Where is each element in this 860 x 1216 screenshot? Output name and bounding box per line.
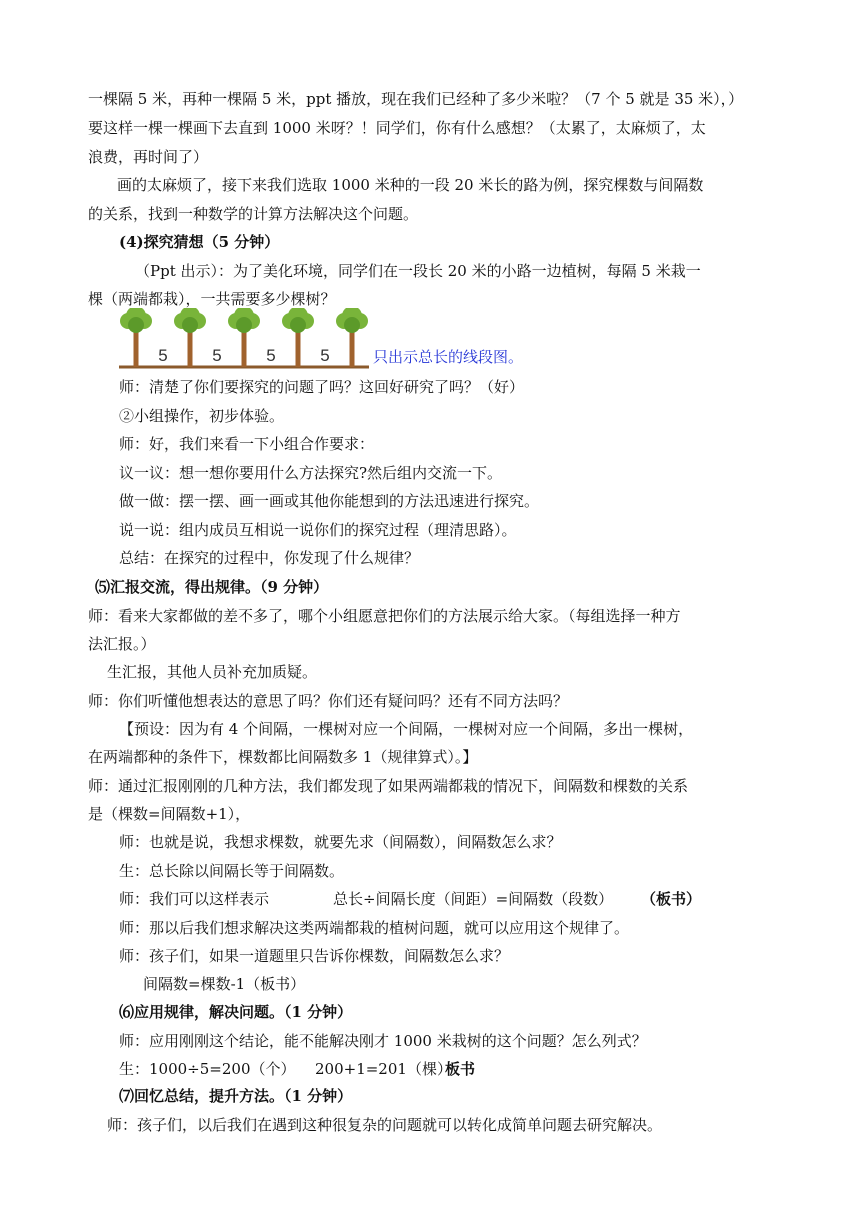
- tree-trunk: [242, 328, 247, 367]
- tree-icon: [228, 308, 260, 367]
- paragraph-line: 是（棵数=间隔数+1），: [88, 805, 251, 823]
- tree-icon: [174, 308, 206, 367]
- paragraph-line: 生汇报，其他人员补充加质疑。: [107, 663, 318, 681]
- tree-foliage: [236, 317, 252, 333]
- tree-foliage: [290, 317, 306, 333]
- paragraph-line: 师：你们听懂他想表达的意思了吗？你们还有疑问吗？还有不同方法吗？: [88, 692, 569, 710]
- paragraph-line: 法汇报。）: [88, 635, 156, 653]
- interval-label: 5: [158, 346, 168, 365]
- tree-trunk: [188, 328, 193, 367]
- tree-icon: [336, 308, 368, 367]
- section-heading: ⑹应用规律，解决问题。（1 分钟）: [119, 1003, 353, 1021]
- tree-foliage: [128, 317, 144, 333]
- section-heading: ⑸汇报交流，得出规律。（9 分钟）: [95, 578, 329, 596]
- paragraph-line: 生：总长除以间隔长等于间隔数。: [119, 862, 345, 880]
- trees-group: [120, 308, 368, 367]
- paragraph-line: 师：孩子们，如果一道题里只告诉你棵数，间隔数怎么求？: [119, 947, 510, 965]
- paragraph-line: 师：也就是说，我想求棵数，就要先求（间隔数），间隔数怎么求？: [119, 833, 562, 851]
- paragraph-line: 师：通过汇报刚刚的几种方法，我们都发现了如果两端都栽的情况下，间隔数和棵数的关系: [88, 777, 689, 795]
- paragraph-line: 总结：在探究的过程中，你发现了什么规律？: [119, 549, 420, 567]
- paragraph-line: 师：我们可以这样表示: [119, 890, 270, 908]
- board-note: （板书）: [641, 890, 702, 908]
- paragraph-line: 要这样一棵一棵画下去直到 1000 米呀？！同学们，你有什么感想？（太累了，太麻烦了，太: [88, 119, 706, 137]
- interval-label: 5: [212, 346, 222, 365]
- formula-text: 200+1=201（棵）: [315, 1060, 452, 1078]
- paragraph-line: 的关系，找到一种数学的计算方法解决这个问题。: [88, 205, 419, 223]
- paragraph-line: 画的太麻烦了，接下来我们选取 1000 米种的一段 20 米长的路为例，探究棵数与间隔数: [117, 176, 704, 194]
- paragraph-line: 师：看来大家都做的差不多了，哪个小组愿意把你们的方法展示给大家。（每组选择一种方: [88, 607, 681, 625]
- paragraph-line: 【预设：因为有 4 个间隔，一棵树对应一个间隔，一棵树对应一个间隔，多出一棵树，: [119, 720, 694, 738]
- formula-text: 总长÷间隔长度（间距）=间隔数（段数）: [333, 890, 614, 908]
- interval-label: 5: [266, 346, 276, 365]
- paragraph-line: 师：应用刚刚这个结论，能不能解决刚才 1000 米栽树的这个问题？怎么列式？: [119, 1032, 647, 1050]
- tree-trunk: [134, 328, 139, 367]
- tree-icon: [120, 308, 152, 367]
- paragraph-line: 师：清楚了你们要探究的问题了吗？这回好研究了吗？（好）: [119, 378, 525, 396]
- interval-label: 5: [320, 346, 330, 365]
- board-note: 板书: [445, 1060, 476, 1078]
- paragraph-line: 师：孩子们，以后我们在遇到这种很复杂的问题就可以转化成简单问题去研究解决。: [107, 1116, 663, 1134]
- paragraph-line: ②小组操作，初步体验。: [119, 407, 285, 425]
- formula-text: 间隔数=棵数-1（板书）: [143, 975, 306, 993]
- tree-trunk: [350, 328, 355, 367]
- paragraph-line: 议一议：想一想你要用什么方法探究?然后组内交流一下。: [119, 464, 503, 482]
- paragraph-line: 浪费，再时间了）: [88, 148, 209, 166]
- tree-interval-figure: [119, 308, 369, 370]
- tree-icon: [282, 308, 314, 367]
- paragraph-line: 说一说：组内成员互相说一说你们的探究过程（理清思路）。: [119, 521, 517, 539]
- paragraph-line: 师：好，我们来看一下小组合作要求：: [119, 435, 375, 453]
- paragraph-line: 在两端都种的条件下，棵数都比间隔数多 1（规律算式）。】: [88, 748, 478, 766]
- tree-foliage: [344, 317, 360, 333]
- paragraph-line: 做一做：摆一摆、画一画或其他你能想到的方法迅速进行探究。: [119, 492, 540, 510]
- tree-trunk: [296, 328, 301, 367]
- tree-foliage: [182, 317, 198, 333]
- section-heading: ⑺回忆总结，提升方法。（1 分钟）: [119, 1087, 353, 1105]
- paragraph-line: 师：那以后我们想求解决这类两端都栽的植树问题，就可以应用这个规律了。: [119, 919, 630, 937]
- paragraph-line: 生：1000÷5=200（个）: [119, 1060, 296, 1078]
- paragraph-line: （Ppt 出示）：为了美化环境，同学们在一段长 20 米的小路一边植树，每隔 5 米栽一: [135, 262, 701, 280]
- section-heading: (4)探究猜想（5 分钟）: [119, 233, 280, 251]
- figure-note: 只出示总长的线段图。: [373, 348, 524, 366]
- paragraph-line: 一棵隔 5 米，再种一棵隔 5 米，ppt 播放，现在我们已经种了多少米啦？（7 个 5 就是 35 米），）: [88, 90, 744, 108]
- paragraph-line: 棵（两端都栽），一共需要多少棵树？: [88, 290, 336, 308]
